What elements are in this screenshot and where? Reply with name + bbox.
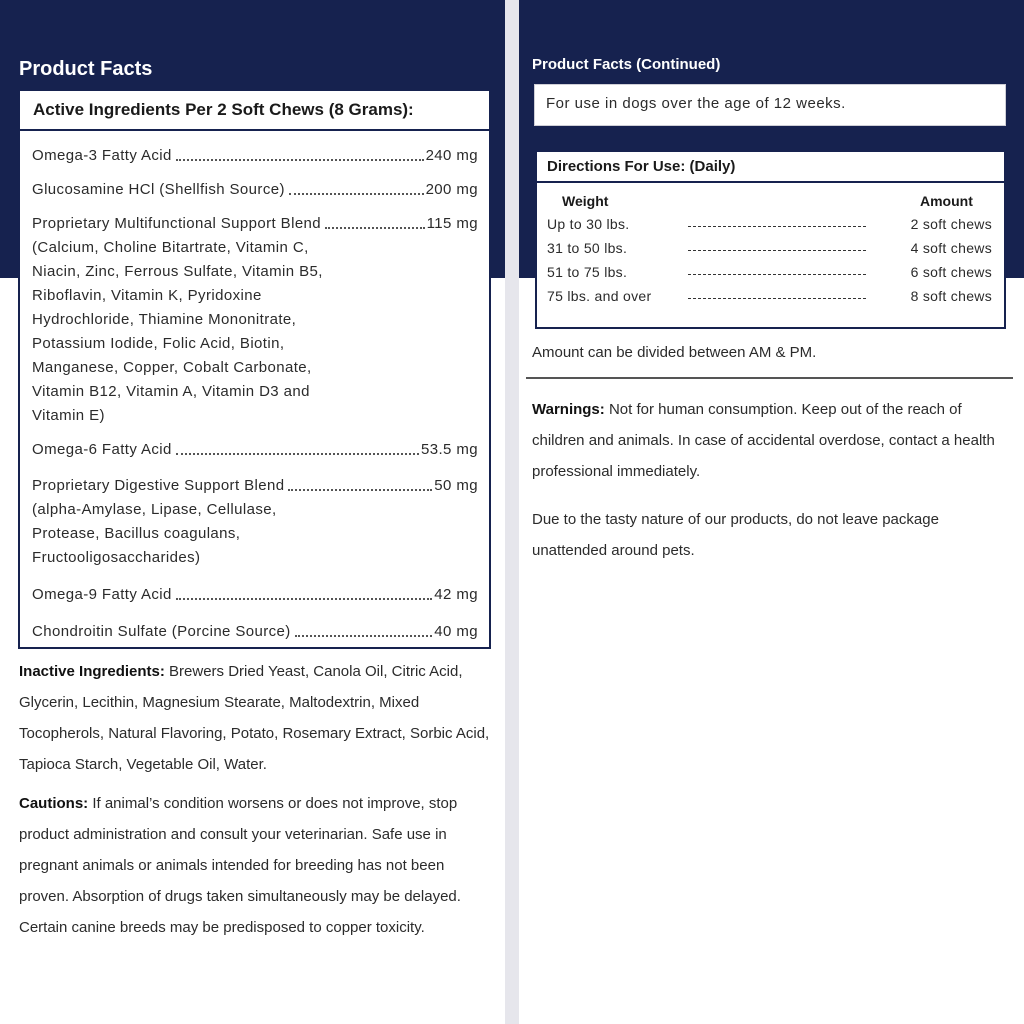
active-ingredients-header: Active Ingredients Per 2 Soft Chews (8 Grams): <box>20 91 489 131</box>
amount-column-header: Amount <box>920 193 973 209</box>
dosage-row <box>547 264 992 288</box>
ingredient-amount: 40 mg <box>434 623 478 640</box>
warnings-text: Not for human consumption. Keep out of the reach of children and animals. In case of accidental overdose, contact a health professional immediately. <box>532 401 995 480</box>
ingredient-row <box>32 212 478 428</box>
dosage-weight: 51 to 75 lbs. <box>547 264 628 280</box>
ingredient-amount: 115 mg <box>426 215 478 232</box>
dashed-leader <box>688 274 866 275</box>
dosage-weight: 31 to 50 lbs. <box>547 240 628 256</box>
horizontal-rule <box>526 377 1013 379</box>
directions-header: Directions For Use: (Daily) <box>537 152 1004 183</box>
ingredient-row <box>32 583 478 607</box>
cautions-label: Cautions: <box>19 795 89 812</box>
leader-dots <box>325 227 425 229</box>
ingredient-name: Proprietary Multifunctional Support Blend <box>32 215 322 232</box>
ingredient-row <box>32 474 478 570</box>
dosage-row <box>547 240 992 264</box>
warnings <box>532 394 1012 487</box>
ingredient-row <box>32 620 478 644</box>
divided-dosage-note: Amount can be divided between AM & PM. <box>532 344 817 361</box>
ingredient-row <box>32 178 478 202</box>
inactive-ingredients-text: Brewers Dried Yeast, Canola Oil, Citric Acid, Glycerin, Lecithin, Magnesium Stearate, Maltodextrin, Mixed Tocopherols, Natural Flavoring, Potato, Rosemary Extract, Sorbic Acid, Tapioca Starch, Vegetable Oil, Water. <box>19 663 490 773</box>
ingredient-name: Glucosamine HCl (Shellfish Source) <box>32 181 285 198</box>
inactive-ingredients <box>19 656 491 780</box>
ingredient-name: Omega-9 Fatty Acid <box>32 586 172 603</box>
leader-dots <box>176 598 433 600</box>
cautions <box>19 788 491 943</box>
ingredient-name: Chondroitin Sulfate (Porcine Source) <box>32 623 291 640</box>
pet-safety-note: Due to the tasty nature of our products, do not leave package unattended around pets. <box>532 511 939 559</box>
dosage-weight: 75 lbs. and over <box>547 288 652 304</box>
product-facts-continued-title: Product Facts (Continued) <box>532 56 721 73</box>
dosage-row <box>547 216 992 240</box>
use-age-box: For use in dogs over the age of 12 weeks. <box>534 84 1006 126</box>
cautions-text: If animal’s condition worsens or does not improve, stop product administration and consult your veterinarian. Safe use in pregnant animals or animals intended for breeding has not been proven. Absorption of drugs taken simultaneously may be delayed. Certain canine breeds may be predisposed to copper toxicity. <box>19 795 461 936</box>
ingredient-amount: 50 mg <box>434 477 478 494</box>
ingredient-row <box>32 144 478 168</box>
active-ingredients-panel <box>18 89 491 649</box>
ingredient-amount: 240 mg <box>425 147 478 164</box>
inactive-ingredients-label: Inactive Ingredients: <box>19 663 165 680</box>
ingredient-name: Omega-3 Fatty Acid <box>32 147 172 164</box>
ingredient-name: Omega-6 Fatty Acid <box>32 441 172 458</box>
ingredient-amount: 42 mg <box>434 586 478 603</box>
ingredient-amount: 200 mg <box>425 181 478 198</box>
ingredient-amount: 53.5 mg <box>421 441 478 458</box>
product-facts-title: Product Facts <box>19 58 153 80</box>
dashed-leader <box>688 298 866 299</box>
leader-dots <box>176 159 424 161</box>
leader-dots <box>176 453 419 455</box>
leader-dots <box>288 489 432 491</box>
leader-dots <box>295 635 433 637</box>
dosage-amount: 6 soft chews <box>910 264 992 280</box>
column-divider <box>505 0 519 1024</box>
ingredient-row <box>32 438 478 462</box>
dosage-amount: 2 soft chews <box>910 216 992 232</box>
leader-dots <box>289 193 424 195</box>
dashed-leader <box>688 250 866 251</box>
ingredient-name: Proprietary Digestive Support Blend <box>32 477 285 494</box>
ingredient-blend-detail: (alpha-Amylase, Lipase, Cellulase, Protease, Bacillus coagulans, Fructooligosaccharides) <box>32 501 277 566</box>
dosage-row <box>547 288 992 312</box>
dosage-amount: 4 soft chews <box>910 240 992 256</box>
dosage-amount: 8 soft chews <box>910 288 992 304</box>
dosage-weight: Up to 30 lbs. <box>547 216 630 232</box>
warnings-label: Warnings: <box>532 401 605 418</box>
weight-column-header: Weight <box>562 193 609 209</box>
ingredient-blend-detail: (Calcium, Choline Bitartrate, Vitamin C, Niacin, Zinc, Ferrous Sulfate, Vitamin B5, Riboflavin, Vitamin K, Pyridoxine Hydrochloride, Thiamine Mononitrate, Potassium Iodide, Folic Acid, Biotin, Manganese, Copper, Cobalt Carbonate, Vitamin B12, Vitamin A, Vitamin D3 and Vitamin E) <box>32 239 323 424</box>
dashed-leader <box>688 226 866 227</box>
directions-panel <box>535 150 1006 329</box>
